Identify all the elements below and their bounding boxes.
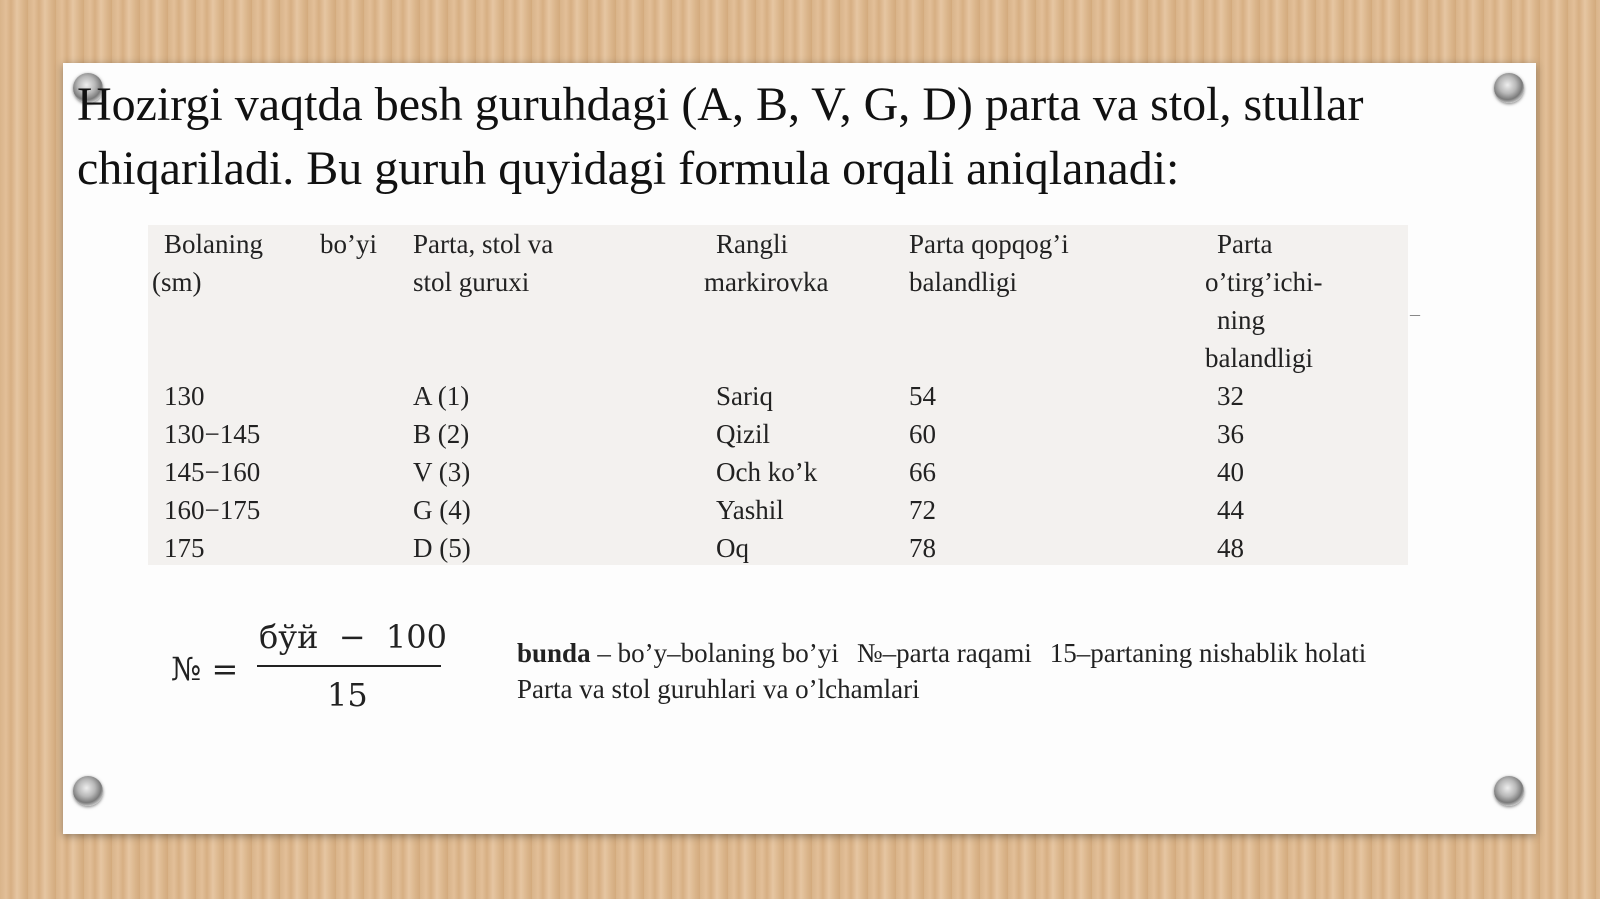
table-cell: 48: [1217, 533, 1244, 563]
header-color-1: Rangli: [716, 229, 788, 259]
table-cell: G (4): [413, 495, 471, 525]
table-cell: 54: [909, 381, 936, 411]
header-lid-1: Parta qopqog’i: [909, 229, 1069, 259]
parta-table: [148, 225, 1408, 565]
slide-title: Hozirgi vaqtda besh guruhdagi (A, B, V, G, D) parta va stol, stullar chiqariladi. Bu guruh quyidagi formula orqali aniqlanadi:: [77, 78, 1364, 195]
header-group-1: Parta, stol va: [413, 229, 554, 259]
table-cell: Yashil: [716, 495, 784, 525]
formula-lhs: № =: [171, 650, 239, 688]
table-cell: Oq: [716, 533, 749, 563]
table-cell: 40: [1217, 457, 1244, 487]
group-formula: [171, 618, 461, 728]
table-cell: V (3): [413, 457, 471, 487]
pin-bottom-left-icon: [73, 776, 103, 806]
table-cell: Sariq: [716, 381, 773, 411]
header-seat-2: o’tirg’ichi-: [1205, 267, 1323, 297]
header-seat-4: balandligi: [1205, 343, 1313, 373]
table-cell: 32: [1217, 381, 1244, 411]
table-cell: 78: [909, 533, 936, 563]
legend-slope: 15–partaning nishablik holati: [1049, 638, 1367, 668]
table-cell: Qizil: [716, 419, 770, 449]
table-cell: A (1): [413, 381, 470, 411]
header-height-1: Bolaning: [164, 229, 263, 259]
header-color-2: markirovka: [704, 267, 829, 297]
table-cell: B (2): [413, 419, 470, 449]
table-cell: 36: [1217, 419, 1244, 449]
table-cell: D (5): [413, 533, 471, 563]
table-cell: 44: [1217, 495, 1244, 525]
formula-legend: [517, 635, 1517, 707]
header-lid-2: balandligi: [909, 267, 1017, 297]
table-cell: 72: [909, 495, 936, 525]
table-cell: 160−175: [164, 495, 261, 525]
header-height-2: bo’yi: [320, 229, 377, 259]
table-cell: 60: [909, 419, 936, 449]
formula-denominator: 15: [327, 676, 368, 714]
legend-height: – bo’y–bolaning bo’yi: [590, 638, 839, 668]
table-cell: 66: [909, 457, 936, 487]
header-seat-3: ning: [1217, 305, 1266, 335]
table-cell: 145−160: [164, 457, 261, 487]
pin-bottom-right-icon: [1494, 776, 1524, 806]
header-seat-1: Parta: [1217, 229, 1273, 259]
header-group-2: stol guruxi: [413, 267, 530, 297]
table-cell: 130: [164, 381, 205, 411]
legend-caption: Parta va stol guruhlari va o’lchamlari: [517, 674, 920, 704]
table-cell: 130−145: [164, 419, 261, 449]
legend-bold-word: bunda: [517, 638, 591, 668]
header-height-3: (sm): [152, 267, 202, 297]
legend-number: №–parta raqami: [856, 638, 1032, 668]
slide-sheet: [63, 63, 1536, 834]
formula-numerator: бўй − 100: [259, 618, 447, 656]
table-cell: 175: [164, 533, 205, 563]
table-cell: Och ko’k: [716, 457, 818, 487]
trailing-dash: –: [1410, 303, 1420, 325]
fraction-bar: [257, 665, 441, 667]
